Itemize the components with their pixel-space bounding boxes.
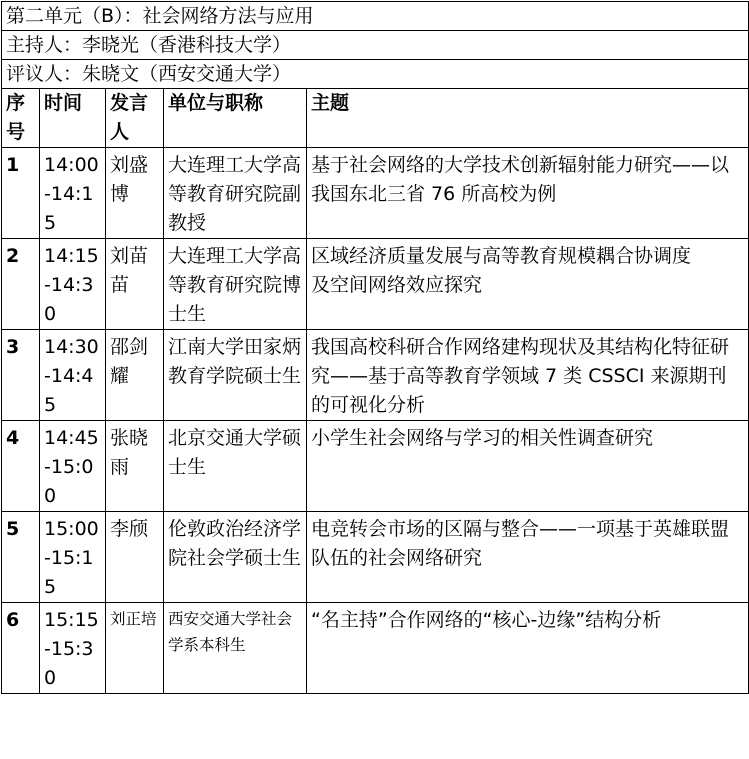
row-time: 15:00-15:15 — [40, 512, 106, 603]
row-speaker: 刘盛博 — [106, 148, 164, 239]
row-speaker: 刘正培 — [106, 603, 164, 694]
row-time: 14:45-15:00 — [40, 421, 106, 512]
row-unit: 江南大学田家炳教育学院硕士生 — [164, 330, 307, 421]
row-topic — [307, 330, 749, 421]
row-unit: 大连理工大学高等教育研究院副教授 — [164, 148, 307, 239]
row-topic — [307, 239, 749, 330]
row-topic-line: 基于社会网络的大学技术创新辐射能力研究——以我国东北三省 76 所高校为例 — [311, 154, 730, 205]
host-row — [2, 31, 749, 60]
row-time: 14:00-14:15 — [40, 148, 106, 239]
row-seq: 4 — [2, 421, 40, 512]
row-unit: 大连理工大学高等教育研究院博士生 — [164, 239, 307, 330]
row-topic-line: 小学生社会网络与学习的相关性调查研究 — [311, 427, 654, 449]
header-topic: 主题 — [307, 89, 749, 148]
row-topic — [307, 421, 749, 512]
session-title-row — [2, 2, 749, 31]
row-time: 14:30-14:45 — [40, 330, 106, 421]
row-topic — [307, 603, 749, 694]
row-speaker: 张晓雨 — [106, 421, 164, 512]
row-seq: 2 — [2, 239, 40, 330]
row-time: 15:15-15:30 — [40, 603, 106, 694]
row-topic-line: “名主持”合作网络的“核心-边缘”结构分析 — [311, 609, 662, 631]
row-seq: 6 — [2, 603, 40, 694]
row-time: 14:15-14:30 — [40, 239, 106, 330]
row-speaker: 邵剑耀 — [106, 330, 164, 421]
header-seq: 序号 — [2, 89, 40, 148]
table-row — [2, 512, 749, 603]
row-unit: 北京交通大学硕士生 — [164, 421, 307, 512]
table-row — [2, 148, 749, 239]
row-topic-line: 及空间网络效应探究 — [311, 274, 483, 296]
session-schedule-table — [1, 1, 749, 694]
row-speaker: 李颀 — [106, 512, 164, 603]
table-row — [2, 330, 749, 421]
row-topic-line: 电竞转会市场的区隔与整合——一项基于英雄联盟队伍的社会网络研究 — [311, 518, 730, 569]
row-unit: 西安交通大学社会学系本科生 — [164, 603, 307, 694]
row-topic — [307, 512, 749, 603]
row-seq: 1 — [2, 148, 40, 239]
row-topic-line: 我国高校科研合作网络建构现状及其结构化特征研究——基于高等教育学领域 7 类 CSSCI 来源期刊的可视化分析 — [311, 336, 730, 416]
table-row — [2, 603, 749, 694]
table-row — [2, 421, 749, 512]
header-unit: 单位与职称 — [164, 89, 307, 148]
session-reviewer: 评议人：朱晓文（西安交通大学） — [2, 60, 749, 89]
header-row — [2, 89, 749, 148]
row-topic-line: 区域经济质量发展与高等教育规模耦合协调度 — [311, 245, 692, 267]
row-seq: 3 — [2, 330, 40, 421]
reviewer-row — [2, 60, 749, 89]
row-speaker: 刘苗苗 — [106, 239, 164, 330]
row-seq: 5 — [2, 512, 40, 603]
session-title: 第二单元（B）：社会网络方法与应用 — [2, 2, 749, 31]
header-time: 时间 — [40, 89, 106, 148]
row-unit: 伦敦政治经济学院社会学硕士生 — [164, 512, 307, 603]
row-topic — [307, 148, 749, 239]
table-row — [2, 239, 749, 330]
header-speaker: 发言人 — [106, 89, 164, 148]
session-host: 主持人：李晓光（香港科技大学） — [2, 31, 749, 60]
